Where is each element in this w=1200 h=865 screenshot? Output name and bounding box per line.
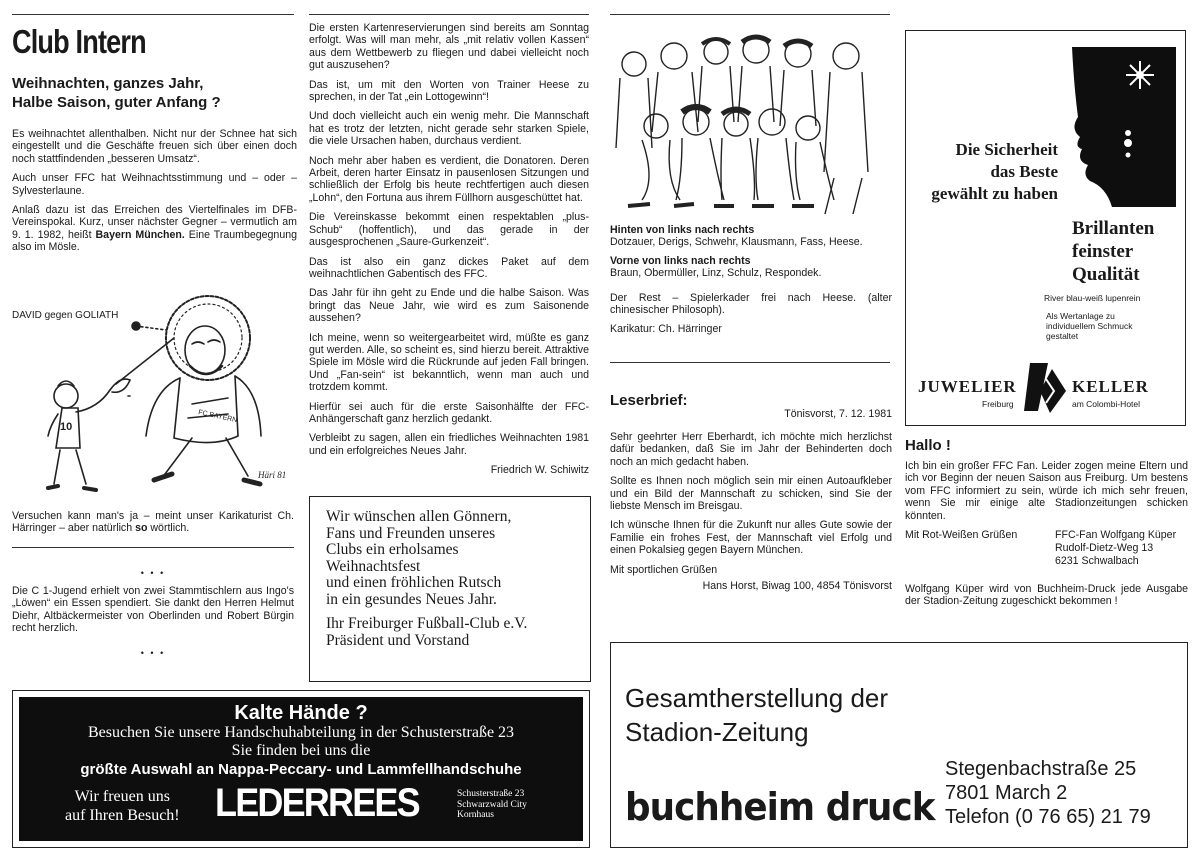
cartoon-note: Versuchen kann man's ja – meint unser Karikaturist Ch. Härringer – aber natürlich so wörtlich. bbox=[12, 510, 294, 535]
section-title: Club Intern bbox=[12, 23, 146, 60]
article-paragraph: Ich meine, wenn so weitergearbeitet wird, müßte es ganz gut werden. Alle, so scheint es, sind hierzu bereit. Attraktive Spiele im Mösle wird die Rückrunde auf jeden Fall bringen. Und „Fan-sein“ ist bekanntlich, wenn man auch und trotzdem kommt. bbox=[309, 331, 589, 394]
product-detail: River blau-weiß lupenrein bbox=[1044, 293, 1141, 303]
article-subtitle-2: Halbe Saison, guter Anfang ? bbox=[12, 94, 221, 111]
hallo-address bbox=[1055, 529, 1176, 568]
greeting-line: Fans und Freunden unseres bbox=[326, 524, 496, 542]
hallo-greeting: Mit Rot-Weißen Grüßen bbox=[905, 529, 1018, 542]
ad-text: größte Auswahl an Nappa-Peccary- und Lammfellhandschuhe bbox=[80, 761, 522, 778]
leserbrief bbox=[610, 392, 892, 592]
letter-date: Tönisvorst, 7. 12. 1981 bbox=[784, 408, 892, 420]
cartoon-shirt-text: FC BAYERN bbox=[197, 409, 238, 425]
caption-heading: Vorne von links nach rechts bbox=[610, 254, 751, 267]
address-line: 6231 Schwalbach bbox=[1055, 555, 1139, 568]
woman-silhouette-image bbox=[1072, 47, 1176, 207]
letter-paragraph: Sehr geehrter Herr Eberhardt, ich möchte mich herzlichst dafür bedanken, daß Sie im Jahr der Behinderten doch noch an mich gedacht haben. bbox=[610, 431, 892, 468]
christmas-greeting-box bbox=[309, 496, 591, 682]
author-signature: Friedrich W. Schiwitz bbox=[490, 464, 589, 477]
juwelier-logo-icon bbox=[1022, 359, 1070, 415]
product-detail: gestaltet bbox=[1046, 331, 1079, 341]
caption-credit: Karikatur: Ch. Härringer bbox=[610, 323, 722, 336]
letter-paragraph: Ich wünsche Ihnen für die Zukunft nur alles Gute sowie der Familie ein frohes Fest, der Mannschaft viel Erfolg und einen Pokalsieg gegen Bayern München. bbox=[610, 519, 892, 557]
caption-names: Braun, Obermüller, Linz, Schulz, Respondek. bbox=[610, 267, 822, 280]
top-rule-middle bbox=[309, 14, 589, 15]
product-line: Qualität bbox=[1072, 264, 1140, 285]
youth-note: Die C 1-Jugend erhielt von zwei Stammtischlern aus Ingo's „Löwen“ ein Essen spendiert. Sie dankt den Herren Helmut Diehr, Altbäckermeister von Oberlinden und Robert Bürgin recht herzlich. bbox=[12, 585, 294, 635]
cartoon-david-goliath bbox=[30, 278, 298, 498]
greeting-line: Weihnachtsfest bbox=[326, 557, 421, 575]
left-column bbox=[12, 22, 297, 261]
greeting-line: in ein gesundes Neues Jahr. bbox=[326, 590, 497, 608]
article-paragraph: Die ersten Kartenreservierungen sind bereits am Sonntag erfolgt. Was will man mehr, als „mit relativ vollen Kassen“ aus dem Wettbewerb zu fliegen und dabei vielleicht noch gut auszusehen? bbox=[309, 22, 589, 72]
ad-greeting bbox=[65, 787, 180, 825]
separator-dots: • • • bbox=[140, 568, 166, 578]
article-paragraph: Noch mehr aber haben es verdient, die Donatoren. Deren Arbeit, deren harter Einsatz in pausenlosen Sitzungen und schließlich der Erfolg bis heute rechtfertigen auch diesen „Lohn“, den Fortuna aus ihrem Füllhorn ausgeschüttet hat. bbox=[309, 154, 589, 204]
juwelier-name: JUWELIER bbox=[918, 377, 1017, 396]
address-line: Rudolf-Dietz-Weg 13 bbox=[1055, 542, 1154, 555]
hallo-title: Hallo ! bbox=[905, 437, 951, 454]
top-rule-left bbox=[12, 14, 294, 15]
product-line: Brillanten bbox=[1072, 218, 1155, 239]
ad-text: Schwarzwald City bbox=[457, 799, 527, 810]
contact-line: Telefon (0 76 65) 21 79 bbox=[945, 806, 1151, 828]
ad-text: Gesamtherstellung der bbox=[625, 683, 889, 713]
juwelier-city: Freiburg bbox=[982, 399, 1014, 409]
slogan-line: Die Sicherheit bbox=[955, 140, 1058, 159]
ad-juwelier-keller bbox=[905, 30, 1186, 426]
middle-column bbox=[309, 22, 589, 476]
team-caricature bbox=[612, 30, 892, 214]
article-paragraph: Es weihnachtet allenthalben. Nicht nur der Schnee hat sich eingestellt und die Geschäfte freuen sich über einen doch noch stattfindenden „besseren Umsatz“. bbox=[12, 128, 297, 165]
lederrees-logo: LEDERREES bbox=[215, 781, 419, 825]
greeting-line: und einen fröhlichen Rutsch bbox=[326, 574, 502, 591]
ad-contact bbox=[945, 757, 1151, 829]
buchheim-logo: buchheim druck bbox=[625, 785, 935, 829]
greeting-sender: Ihr Freiburger Fußball-Club e.V. bbox=[326, 615, 528, 632]
product-detail: individuellem Schmuck bbox=[1046, 321, 1133, 331]
divider bbox=[12, 547, 294, 548]
caption-heading: Hinten von links nach rechts bbox=[610, 224, 755, 236]
product-investment bbox=[1046, 311, 1132, 341]
article-paragraph: Die Vereinskasse bekommt einen respektablen „plus-Schub“ (hoffentlich), und das gerade in der ausgesprochenen „Saure-Gurkenzeit“. bbox=[309, 211, 589, 249]
juwelier-location: am Colombi-Hotel bbox=[1072, 399, 1141, 409]
article-paragraph: Das ist also ein ganz dickes Paket auf dem weihnachtlichen Gabentisch des FFC. bbox=[309, 255, 589, 280]
article-paragraph: Und doch vielleicht auch ein wenig mehr. Die Mannschaft hat es trotz der letzten, nicht gerade sehr starken Spiele, die viele Ursachen haben, durchaus verdient. bbox=[309, 110, 589, 148]
letter-signature: Hans Horst, Biwag 100, 4854 Tönisvorst bbox=[702, 580, 892, 593]
contact-line: Stegenbachstraße 25 bbox=[945, 758, 1137, 780]
article-paragraph: Anlaß dazu ist das Erreichen des Viertelfinales im DFB-Vereinspokal. Kurz, unser nächster Gegner – vermutlich am 9. 1. 1982, heißt Bayern München. Eine Traumbegegnung also im Mösle. bbox=[12, 204, 297, 254]
cartoon-shirt-number: 10 bbox=[60, 421, 73, 433]
keller-name: KELLER bbox=[1072, 377, 1149, 396]
greeting-line: Clubs ein erholsames bbox=[326, 541, 459, 558]
ad-text: Schusterstraße 23 bbox=[457, 789, 525, 799]
ad-product bbox=[1072, 217, 1154, 286]
ad-headline: Kalte Hände ? bbox=[234, 702, 368, 724]
ad-text: Kornhaus bbox=[457, 810, 494, 820]
article-subtitle-1: Weihnachten, ganzes Jahr, bbox=[12, 75, 204, 92]
cartoon-caption: DAVID gegen GOLIATH bbox=[12, 310, 119, 321]
caption-text: Der Rest – Spielerkader frei nach Heese. (alter chinesischer Philosoph). bbox=[610, 291, 892, 317]
hallo-letter bbox=[905, 436, 1188, 615]
top-rule-right bbox=[610, 14, 890, 15]
ad-lederrees bbox=[12, 690, 590, 848]
contact-line: 7801 March 2 bbox=[945, 782, 1068, 804]
ad-buchheim-druck bbox=[610, 642, 1188, 848]
greeting-line: Wir wünschen allen Gönnern, bbox=[326, 508, 512, 525]
hallo-signoff bbox=[905, 529, 1188, 573]
divider bbox=[610, 362, 890, 363]
ad-slogan bbox=[931, 139, 1058, 205]
photo-caption bbox=[610, 224, 892, 343]
article-paragraph: Das Jahr für ihn geht zu Ende und die halbe Saison. Was bringt das Neue Jahr, wie wird es zum Saisonende aussehen? bbox=[309, 287, 589, 325]
hallo-note: Wolfgang Küper wird von Buchheim-Druck jede Ausgabe der Stadion-Zeitung zugeschickt bekommen ! bbox=[905, 583, 1188, 608]
article-paragraph: Hierfür sei auch für die erste Saisonhälfte der FFC-Anhängerschaft ganz herzlich gedankt. bbox=[309, 400, 589, 425]
caption-names: Dotzauer, Derigs, Schwehr, Klausmann, Fass, Heese. bbox=[610, 236, 863, 249]
greeting-sender: Präsident und Vorstand bbox=[326, 631, 470, 649]
letter-paragraph: Sollte es Ihnen noch möglich sein mir einen Autoaufkleber und ein Bild der Mannschaft zu schicken, sind Sie der liebste Mensch im Breisgau. bbox=[610, 475, 892, 513]
slogan-line: gewählt zu haben bbox=[931, 184, 1058, 203]
ad-text: Sie finden bei uns die bbox=[231, 742, 371, 759]
leserbrief-title: Leserbrief: bbox=[610, 392, 688, 409]
address-line: FFC-Fan Wolfgang Küper bbox=[1055, 529, 1177, 542]
article-paragraph: Auch unser FFC hat Weihnachtsstimmung und – oder – Sylvesterlaune. bbox=[12, 172, 297, 197]
ad-address bbox=[457, 789, 527, 821]
product-line: feinster bbox=[1072, 241, 1134, 262]
article-paragraph: Das ist, um mit den Worten von Trainer Heese zu sprechen, in der Tat „ein Lottogewinn“! bbox=[309, 78, 589, 104]
ad-text: Besuchen Sie unsere Handschuhabteilung in der Schusterstraße 23 bbox=[87, 724, 515, 741]
hallo-paragraph: Ich bin ein großer FFC Fan. Leider zogen meine Eltern und ich vor Beginn der neuen Saison aus Freiburg. Um bestens vom FFC informiert zu sein, würde ich mich sehr freuen, wenn Sie mir einige alte Stadionzeitungen schicken könnten. bbox=[905, 460, 1188, 522]
ad-text: Stadion-Zeitung bbox=[625, 717, 809, 747]
ad-text: auf Ihren Besuch! bbox=[65, 807, 180, 824]
cartoon-signature: Häri 81 bbox=[258, 470, 287, 480]
article-paragraph: Verbleibt zu sagen, allen ein friedliches Weihnachten 1981 und ein erfolgreiches Neues Jahr. bbox=[309, 432, 589, 457]
slogan-line: das Beste bbox=[990, 162, 1058, 181]
separator-dots: • • • bbox=[140, 648, 166, 658]
product-detail: Als Wertanlage zu bbox=[1046, 311, 1115, 321]
ad-text: Wir freuen uns bbox=[74, 788, 170, 805]
letter-greeting: Mit sportlichen Grüßen bbox=[610, 563, 718, 576]
